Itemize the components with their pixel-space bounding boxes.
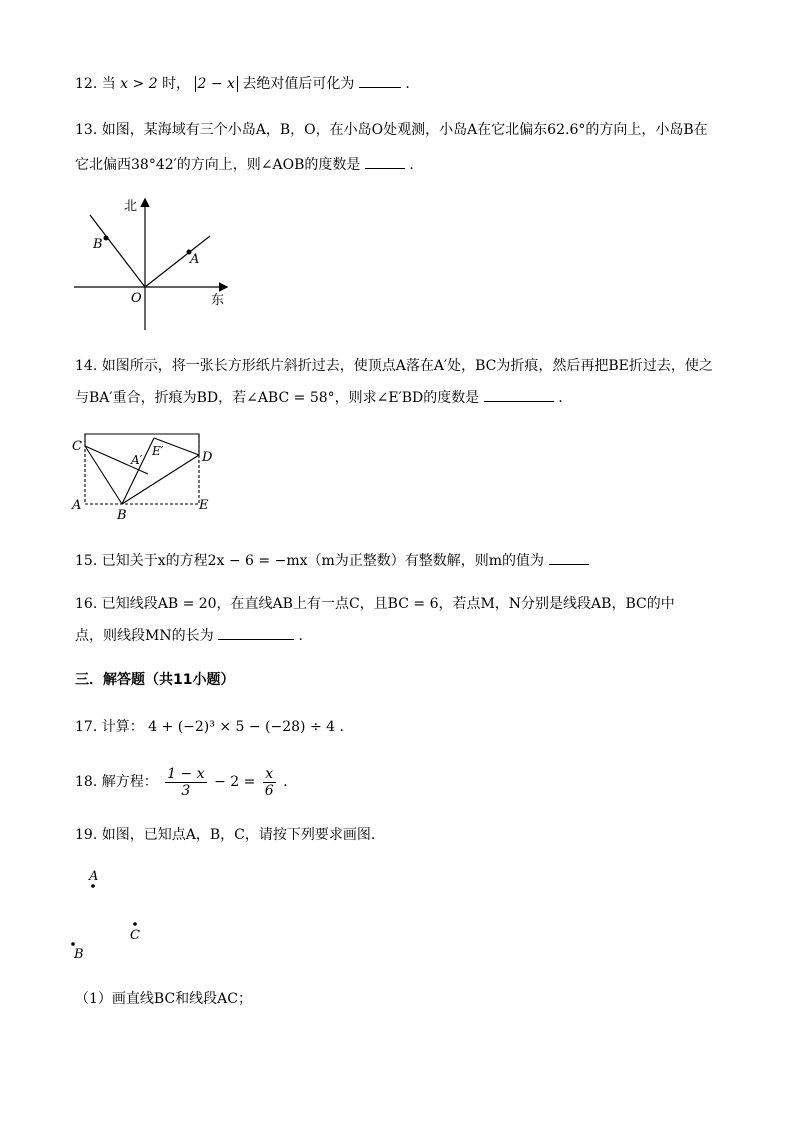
question-18 xyxy=(75,765,288,799)
label-e-prime: E′ xyxy=(152,444,164,458)
label-a-prime: A′ xyxy=(131,453,143,467)
question-15 xyxy=(75,550,589,571)
q14-answer-blank[interactable] xyxy=(484,387,554,402)
q18-fraction-left-denominator: 3 xyxy=(181,782,191,799)
question-14-line-2 xyxy=(75,387,563,408)
point-b xyxy=(104,236,109,241)
q13-number: 13. xyxy=(75,122,98,138)
q17-label: 计算： xyxy=(101,719,144,735)
q16-number: 16. xyxy=(75,596,98,612)
q13-text-line-1: 如图，某海域有三个小岛A，B，O，在小岛O处观测，小岛A在它北偏东62.6°的方向上，小岛B在 xyxy=(101,122,708,138)
point-b xyxy=(71,942,75,946)
q12-number: 12. xyxy=(75,76,98,92)
label-a: A xyxy=(89,869,99,884)
question-13-line-1 xyxy=(75,120,708,140)
q12-text-2: 时， xyxy=(162,76,191,92)
label-b: B xyxy=(117,508,127,523)
label-a: A xyxy=(72,498,82,513)
label-o: O xyxy=(131,291,142,306)
q15-text: 已知关于x的方程2x − 6 = −mx（m为正整数）有整数解，则m的值为 xyxy=(101,553,545,569)
q14-text-line-1: 如图所示，将一张长方形纸片斜折过去，使顶点A落在A′处，BC为折痕，然后再把BE折过去，使之 xyxy=(101,358,713,374)
q18-end: . xyxy=(283,774,288,790)
q14-text-line-2: 与BA′重合，折痕为BD，若∠ABC = 58°，则求∠E′BD的度数是 xyxy=(75,390,480,406)
q19-number: 19. xyxy=(75,827,98,843)
q18-fraction-right-numerator: x xyxy=(263,766,276,783)
q19-text: 如图，已知点A，B，C，请按下列要求画图. xyxy=(101,827,376,843)
q13-answer-blank[interactable] xyxy=(365,154,405,169)
q18-fraction-left xyxy=(165,766,206,799)
q16-text-line-1: 已知线段AB = 20，在直线AB上有一点C，且BC = 6，若点M，N分别是线段AB，BC的中 xyxy=(101,596,675,612)
q13-end: . xyxy=(409,157,414,173)
question-14-line-1 xyxy=(75,356,713,376)
label-b: B xyxy=(74,947,84,962)
q17-number: 17. xyxy=(75,719,98,735)
top-edge xyxy=(85,434,199,455)
q12-text-4: . xyxy=(405,76,410,92)
q13-text-line-2: 它北偏西38°42′的方向上，则∠AOB的度数是 xyxy=(75,157,361,173)
q16-answer-blank[interactable] xyxy=(218,625,294,640)
label-north: 北 xyxy=(124,199,138,214)
label-e: E xyxy=(199,498,209,513)
q12-condition: x > 2 xyxy=(120,76,158,92)
q13-compass-figure xyxy=(68,190,238,340)
q18-fraction-left-numerator: 1 − x xyxy=(167,765,205,782)
original-rectangle xyxy=(85,434,199,504)
q15-answer-blank[interactable] xyxy=(549,550,589,565)
question-19 xyxy=(75,825,375,845)
question-16-line-2 xyxy=(75,625,303,646)
q12-text-1: 当 xyxy=(101,76,116,92)
label-d: D xyxy=(202,450,213,465)
question-13-line-2 xyxy=(75,154,414,175)
q18-middle: − 2 = xyxy=(214,774,256,790)
q18-fraction-right xyxy=(263,766,276,799)
q14-fold-figure xyxy=(68,428,228,523)
q12-text-3: 去绝对值后可化为 xyxy=(242,76,355,92)
q15-number: 15. xyxy=(75,553,98,569)
question-17 xyxy=(75,717,344,737)
q16-text-line-2: 点，则线段MN的长为 xyxy=(75,628,214,644)
q19-sub-question-1: （1）画直线BC和线段AC； xyxy=(75,991,252,1007)
label-c: C xyxy=(130,928,140,943)
q18-label: 解方程： xyxy=(101,774,158,790)
q12-absolute-value: 2 − x xyxy=(195,76,238,92)
label-c: C xyxy=(72,439,82,454)
q14-end: . xyxy=(558,390,563,406)
ray-oa xyxy=(145,236,210,287)
section-heading: 三．解答题（共11小题） xyxy=(75,672,235,688)
question-16-line-1 xyxy=(75,594,675,614)
q17-expression: 4 + (−2)³ × 5 − (−28) ÷ 4 . xyxy=(148,719,344,735)
q16-end: . xyxy=(298,628,303,644)
q18-number: 18. xyxy=(75,774,98,790)
label-east: 东 xyxy=(211,293,225,308)
label-a: A xyxy=(190,252,200,267)
label-b: B xyxy=(93,237,103,252)
q14-number: 14. xyxy=(75,358,98,374)
point-a xyxy=(91,884,95,888)
q19-points-figure xyxy=(62,862,182,967)
point-c xyxy=(133,922,137,926)
q12-answer-blank[interactable] xyxy=(359,73,401,88)
question-12 xyxy=(75,73,410,94)
q18-fraction-right-denominator: 6 xyxy=(264,782,274,799)
